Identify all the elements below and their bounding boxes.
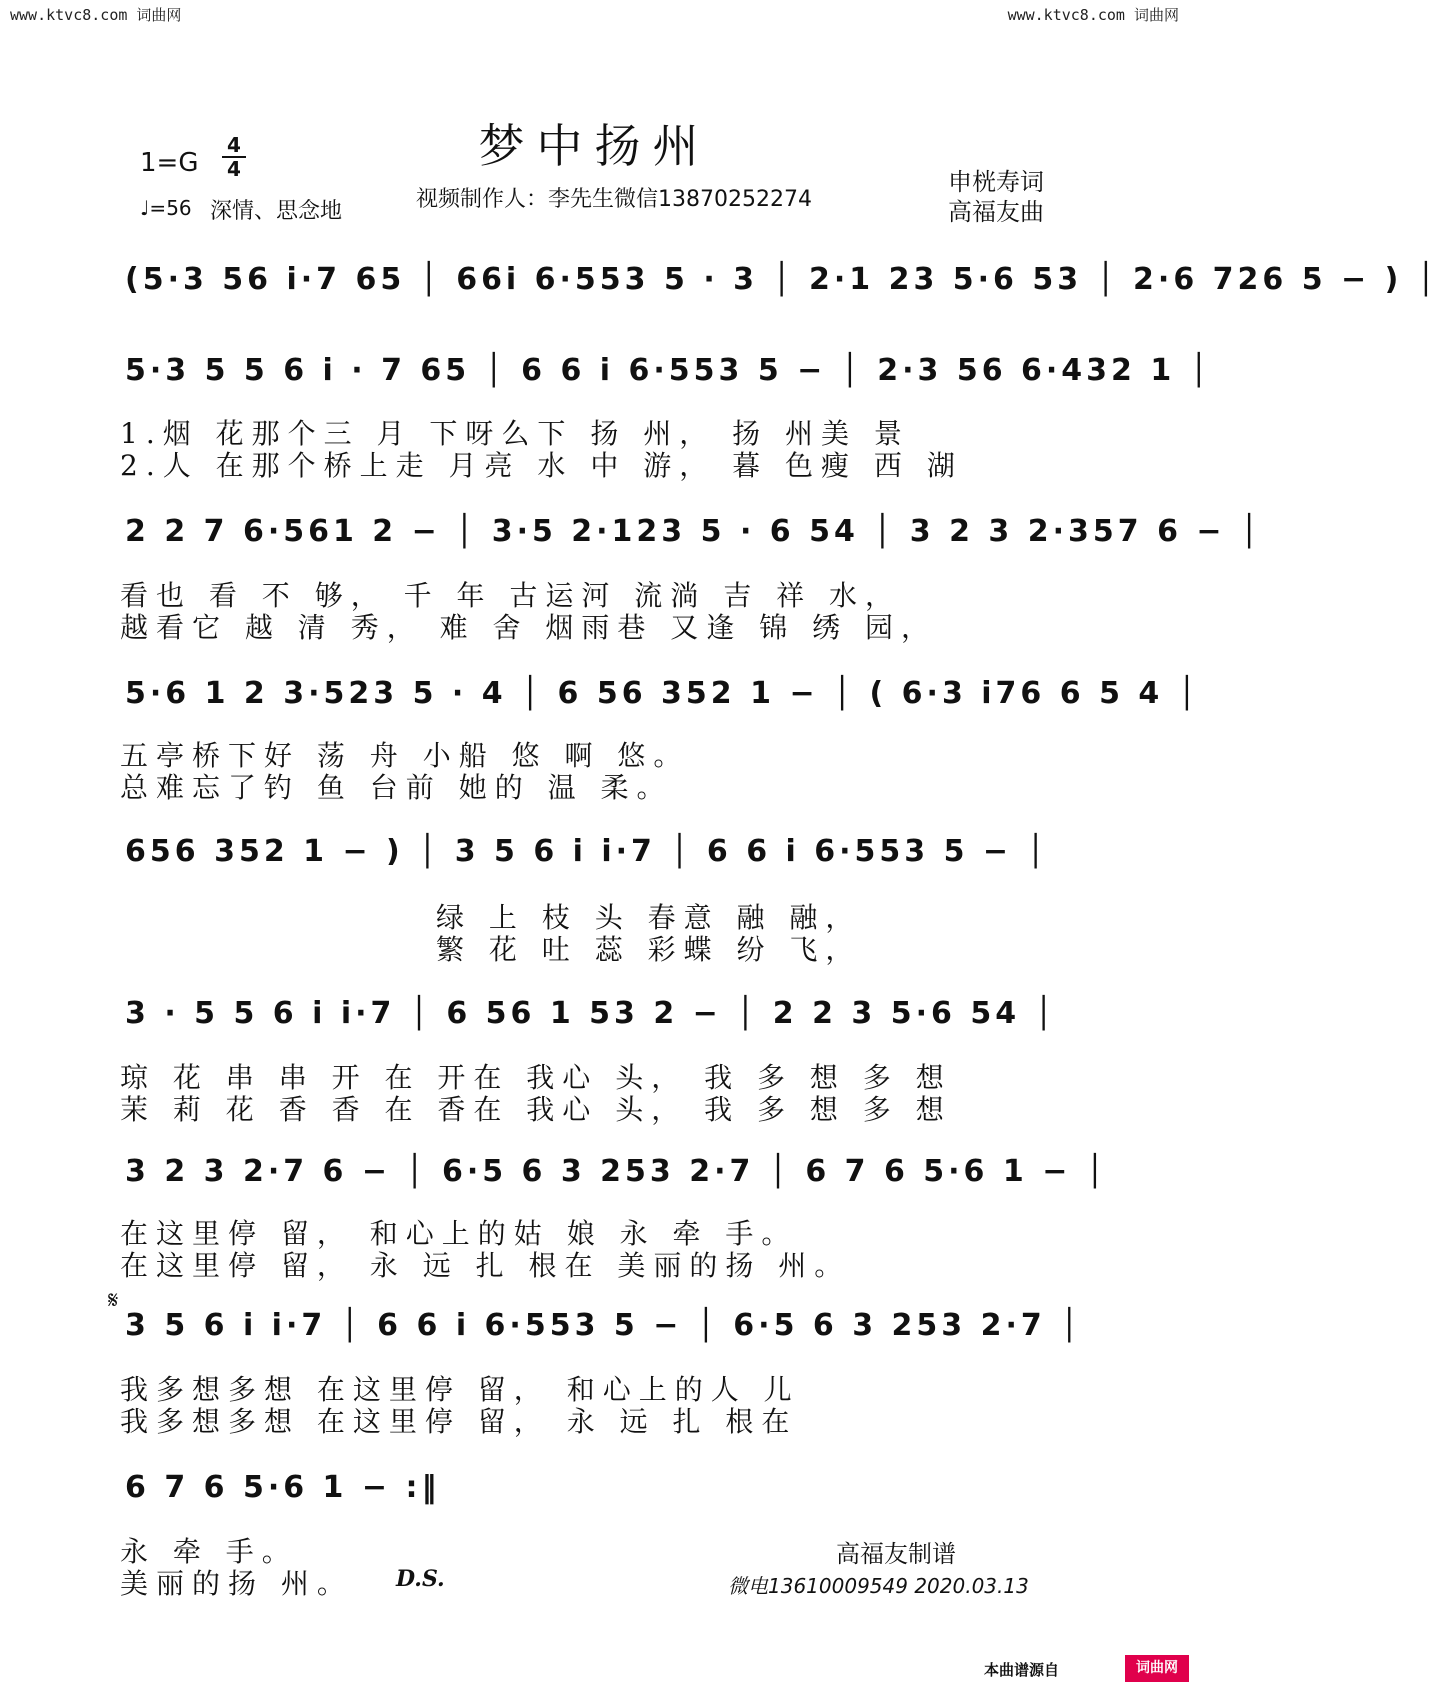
ds-mark: D.S. [396, 1566, 445, 1592]
notes-line-8: 3 5 6 i i·7 │ 6 6 i 6·553 5 − │ 6·5 6 3 253 2·7 │ [125, 1308, 1083, 1343]
lyrics-line-9-verse-1: 永 牵 手。 [120, 1535, 298, 1568]
notes-line-9: 6 7 6 5·6 1 − :‖ [125, 1470, 441, 1505]
notes-line-6: 3 · 5 5 6 i i·7 │ 6 56 1 53 2 − │ 2 2 3 5·6 54 │ [125, 996, 1057, 1031]
lyrics-line-6-verse-1: 琼 花 串 串 开 在 开在 我心 头， 我 多 想 多 想 [120, 1061, 952, 1094]
expression-mark: 深情、思念地 [210, 199, 343, 224]
lyrics-line-4-verse-2: 总难忘了钓 鱼 台前 她的 温 柔。 [120, 771, 673, 804]
time-signature [222, 134, 246, 180]
lyrics-line-5-verse-2: 繁 花 吐 蕊 彩蝶 纷 飞， [436, 933, 862, 966]
lyrics-line-4-verse-1: 五亭桥下好 荡 舟 小船 悠 啊 悠。 [120, 739, 690, 772]
segno-sign: 𝄋 [108, 1286, 119, 1314]
notes-line-5: 656 352 1 − ) │ 3 5 6 i i·7 │ 6 6 i 6·553 5 − │ [125, 834, 1049, 869]
lyrics-line-8-verse-1: 我多想多想 在这里停 留， 和心上的人 儿 [120, 1373, 800, 1406]
lyrics-line-5-verse-1: 绿 上 枝 头 春意 融 融， [436, 901, 862, 934]
tempo-mark: ♩=56 [140, 196, 192, 220]
lyrics-line-7-verse-2: 在这里停 留， 永 远 扎 根在 美丽的扬 州。 [120, 1249, 851, 1282]
song-title: 梦中扬州 [478, 119, 711, 173]
lyrics-line-6-verse-2: 茉 莉 花 香 香 在 香在 我心 头， 我 多 想 多 想 [120, 1093, 952, 1126]
lyrics-line-3-verse-2: 越看它 越 清 秀， 难 舍 烟雨巷 又逢 锦 绣 园， [120, 611, 938, 644]
notes-line-2: 5·3 5 5 6 i · 7 65 │ 6 6 i 6·553 5 − │ 2·3 56 6·432 1 │ [125, 353, 1212, 388]
transcriber-credit: 高福友制谱 [836, 1540, 956, 1568]
watermark-right: www.ktvc8.com 词曲网 [1007, 6, 1179, 24]
key-signature: 1=G [140, 148, 199, 178]
watermark-left: www.ktvc8.com 词曲网 [10, 6, 182, 24]
lyrics-line-2-verse-1: 1.烟 花那个三 月 下呀么下 扬 州， 扬 州美 景 [120, 417, 910, 450]
score-line-1 [115, 262, 1439, 332]
notes-line-1: (5·3 56 i·7 65 │ 66i 6·553 5 · 3 │ 2·1 23 5·6 53 │ 2·6 726 5 − ) │ [125, 262, 1439, 297]
notes-line-4: 5·6 1 2 3·523 5 · 4 │ 6 56 352 1 − │ ( 6·3 i76 6 5 4 │ [125, 676, 1200, 711]
time-sig-top: 4 [222, 134, 246, 158]
source-label: 本曲谱源自 [984, 1661, 1060, 1679]
video-maker-credit: 视频制作人：李先生微信13870252274 [416, 187, 812, 212]
lyrics-line-8-verse-2: 我多想多想 在这里停 留， 永 远 扎 根在 [120, 1405, 798, 1438]
composer-credit: 高福友曲 [948, 198, 1044, 226]
notes-line-3: 2 2 7 6·561 2 − │ 3·5 2·123 5 · 6 54 │ 3 2 3 2·357 6 − │ [125, 514, 1263, 549]
site-logo[interactable]: 词曲网 [1125, 1655, 1189, 1682]
notes-line-7: 3 2 3 2·7 6 − │ 6·5 6 3 253 2·7 │ 6 7 6 5·6 1 − │ [125, 1154, 1108, 1189]
lyrics-line-3-verse-1: 看也 看 不 够， 千 年 古运河 流淌 吉 祥 水， [120, 579, 902, 612]
lyrics-line-2-verse-2: 2.人 在那个桥上走 月亮 水 中 游， 暮 色瘦 西 湖 [120, 449, 963, 482]
lyrics-line-9-verse-2: 美丽的扬 州。 [120, 1567, 353, 1600]
lyricist-credit: 申桄寿词 [948, 168, 1044, 196]
contact-info: 微电13610009549 2020.03.13 [728, 1574, 1029, 1598]
score-line-5 [115, 834, 1075, 904]
lyrics-line-7-verse-1: 在这里停 留， 和心上的姑 娘 永 牵 手。 [120, 1217, 798, 1250]
time-sig-bottom: 4 [227, 157, 241, 181]
